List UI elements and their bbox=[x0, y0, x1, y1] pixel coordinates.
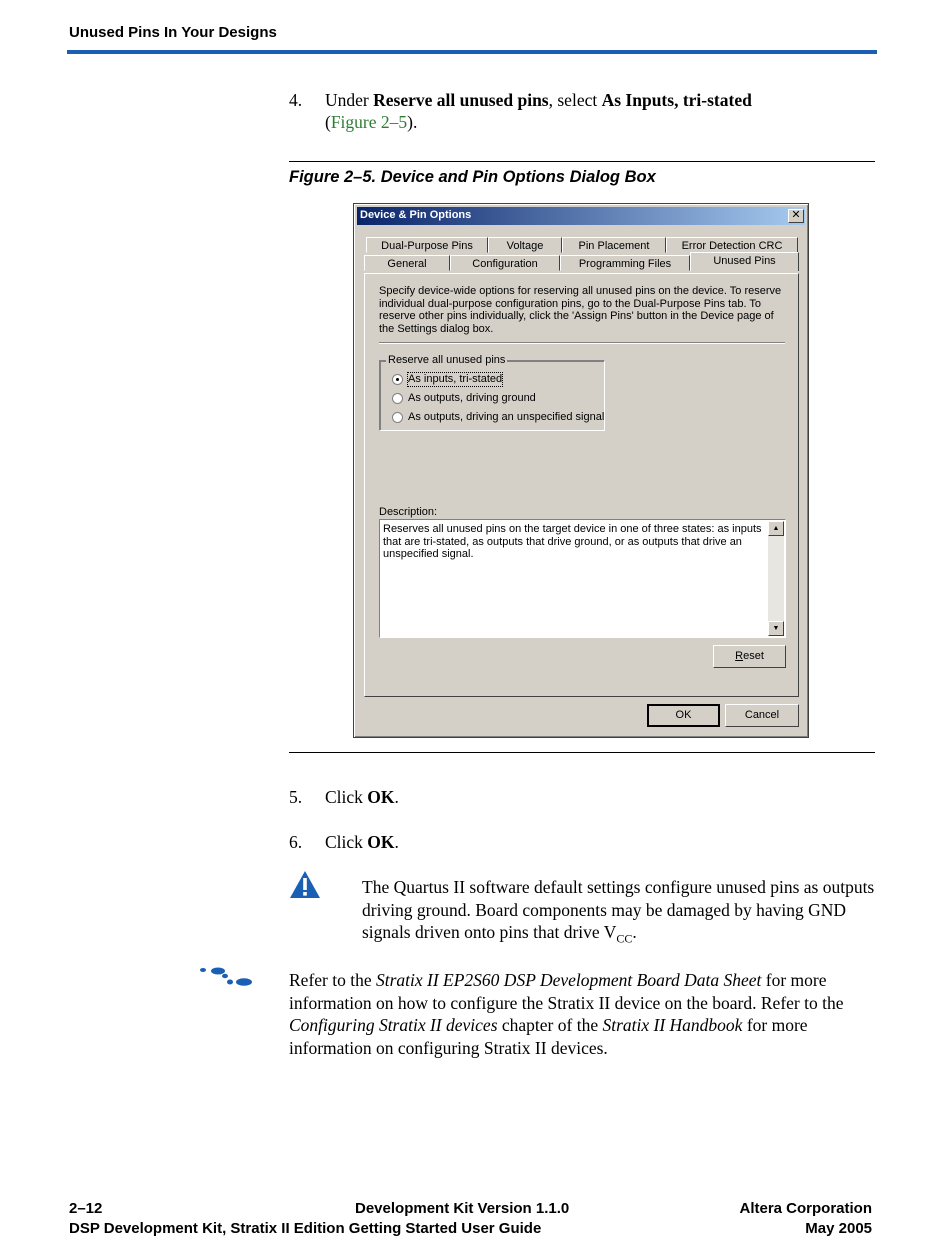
bold-term: Reserve all unused pins bbox=[373, 90, 549, 110]
text: , select bbox=[548, 90, 602, 110]
bold-term: As Inputs, tri-stated bbox=[601, 90, 752, 110]
step-text-line2 bbox=[325, 111, 417, 133]
scroll-down-icon[interactable]: ▼ bbox=[768, 621, 784, 636]
radio-label: As inputs, tri-stated bbox=[408, 373, 503, 385]
note-text: The Quartus II software default settings configure unused pins as outputs driving ground. Board components may be damaged by having GND signals driven onto pins that drive V bbox=[362, 877, 875, 942]
cancel-button[interactable]: Cancel bbox=[725, 704, 799, 727]
text: for more information on configuring Stratix II devices. bbox=[289, 1015, 808, 1058]
text: Under bbox=[325, 90, 374, 110]
bold-term: OK bbox=[367, 787, 395, 807]
radio-button-icon[interactable] bbox=[392, 393, 403, 404]
step-text bbox=[325, 831, 399, 853]
text: Click bbox=[325, 787, 368, 807]
running-header: Unused Pins In Your Designs bbox=[69, 24, 277, 41]
step-number: 6. bbox=[289, 832, 303, 852]
description-textbox[interactable] bbox=[379, 519, 786, 638]
reset-accelerator: R bbox=[735, 650, 744, 662]
note-end: . bbox=[632, 922, 637, 942]
radio-selected-dot bbox=[396, 378, 399, 381]
step-number: 5. bbox=[289, 787, 303, 807]
figure-top-rule bbox=[289, 161, 875, 162]
step-number: 4. bbox=[289, 90, 303, 110]
tab-unused-pins[interactable]: Unused Pins bbox=[690, 252, 799, 271]
radio-button-icon[interactable] bbox=[392, 374, 403, 385]
text: ). bbox=[407, 112, 418, 132]
doc-title: Stratix II Handbook bbox=[602, 1015, 743, 1035]
step-text bbox=[325, 89, 752, 111]
footprints-icon bbox=[199, 966, 255, 988]
dialog-titlebar[interactable] bbox=[357, 207, 805, 225]
reserve-unused-pins-group bbox=[379, 354, 605, 431]
tab-voltage[interactable]: Voltage bbox=[488, 237, 562, 253]
figure-link[interactable]: Figure 2–5 bbox=[330, 112, 408, 132]
text: . bbox=[394, 832, 399, 852]
tab-general[interactable]: General bbox=[364, 255, 450, 271]
group-label: Reserve all unused pins bbox=[388, 354, 506, 366]
scroll-up-icon[interactable]: ▲ bbox=[768, 521, 784, 536]
step-4 bbox=[289, 89, 879, 135]
text: Refer to the bbox=[289, 970, 376, 990]
description-text: Reserves all unused pins on the target device in one of three states: as inputs that are tri-stated, as outputs that drive ground, or as outputs that drive an unspecified signal. bbox=[383, 523, 762, 560]
tab-error-detection-crc[interactable]: Error Detection CRC bbox=[666, 237, 798, 253]
doc-title: Configuring Stratix II devices bbox=[289, 1015, 498, 1035]
close-icon[interactable]: ✕ bbox=[788, 209, 804, 223]
text: ( bbox=[325, 112, 331, 132]
step-5 bbox=[289, 786, 879, 808]
device-pin-options-dialog bbox=[353, 203, 809, 738]
step-6 bbox=[289, 831, 879, 853]
radio-label: As outputs, driving an unspecified signal bbox=[408, 411, 605, 423]
ok-button[interactable]: OK bbox=[647, 704, 720, 727]
tab-pin-placement[interactable]: Pin Placement bbox=[562, 237, 666, 253]
reset-button[interactable]: Reset bbox=[713, 645, 786, 668]
tab-dual-purpose-pins[interactable]: Dual-Purpose Pins bbox=[366, 237, 488, 253]
tab-configuration[interactable]: Configuration bbox=[450, 255, 560, 271]
header-rule bbox=[67, 50, 877, 54]
bold-term: OK bbox=[367, 832, 395, 852]
doc-title: Stratix II EP2S60 DSP Development Board Data Sheet bbox=[375, 970, 762, 990]
text: chapter of the bbox=[497, 1015, 603, 1035]
radio-label: As outputs, driving ground bbox=[408, 392, 536, 404]
intro-text: Specify device-wide options for reserving all unused pins on the device. To reserve individual dual-purpose configuration pins, go to the Dual-Purpose Pins tab. To reserve other pins individually, click the 'Assign Pins' button in the Device page of the Settings dialog box. bbox=[379, 285, 782, 335]
separator bbox=[379, 342, 785, 344]
tab-panel-unused-pins bbox=[364, 273, 799, 697]
text: . bbox=[394, 787, 399, 807]
footer-company: Altera Corporation bbox=[739, 1200, 872, 1217]
text: for more information on how to configure the Stratix II device on the board. Refer to the bbox=[289, 970, 844, 1013]
warning-icon bbox=[289, 870, 321, 899]
reference-note bbox=[289, 969, 879, 1059]
footer-version: Development Kit Version 1.1.0 bbox=[355, 1200, 570, 1217]
footer-guide-title: DSP Development Kit, Stratix II Edition Getting Started User Guide bbox=[69, 1220, 542, 1237]
warning-note bbox=[362, 876, 877, 950]
dialog-title: Device & Pin Options bbox=[360, 209, 472, 221]
text: Click bbox=[325, 832, 368, 852]
footer-date: May 2005 bbox=[805, 1220, 872, 1237]
note-subscript: CC bbox=[616, 931, 633, 946]
step-text bbox=[325, 786, 399, 808]
tab-programming-files[interactable]: Programming Files bbox=[560, 255, 690, 271]
description-scrollbar[interactable] bbox=[768, 521, 784, 636]
figure-bottom-rule bbox=[289, 752, 875, 753]
radio-button-icon[interactable] bbox=[392, 412, 403, 423]
page-number: 2–12 bbox=[69, 1200, 103, 1217]
figure-caption: Figure 2–5. Device and Pin Options Dialog Box bbox=[289, 168, 656, 186]
description-label: Description: bbox=[379, 506, 438, 518]
